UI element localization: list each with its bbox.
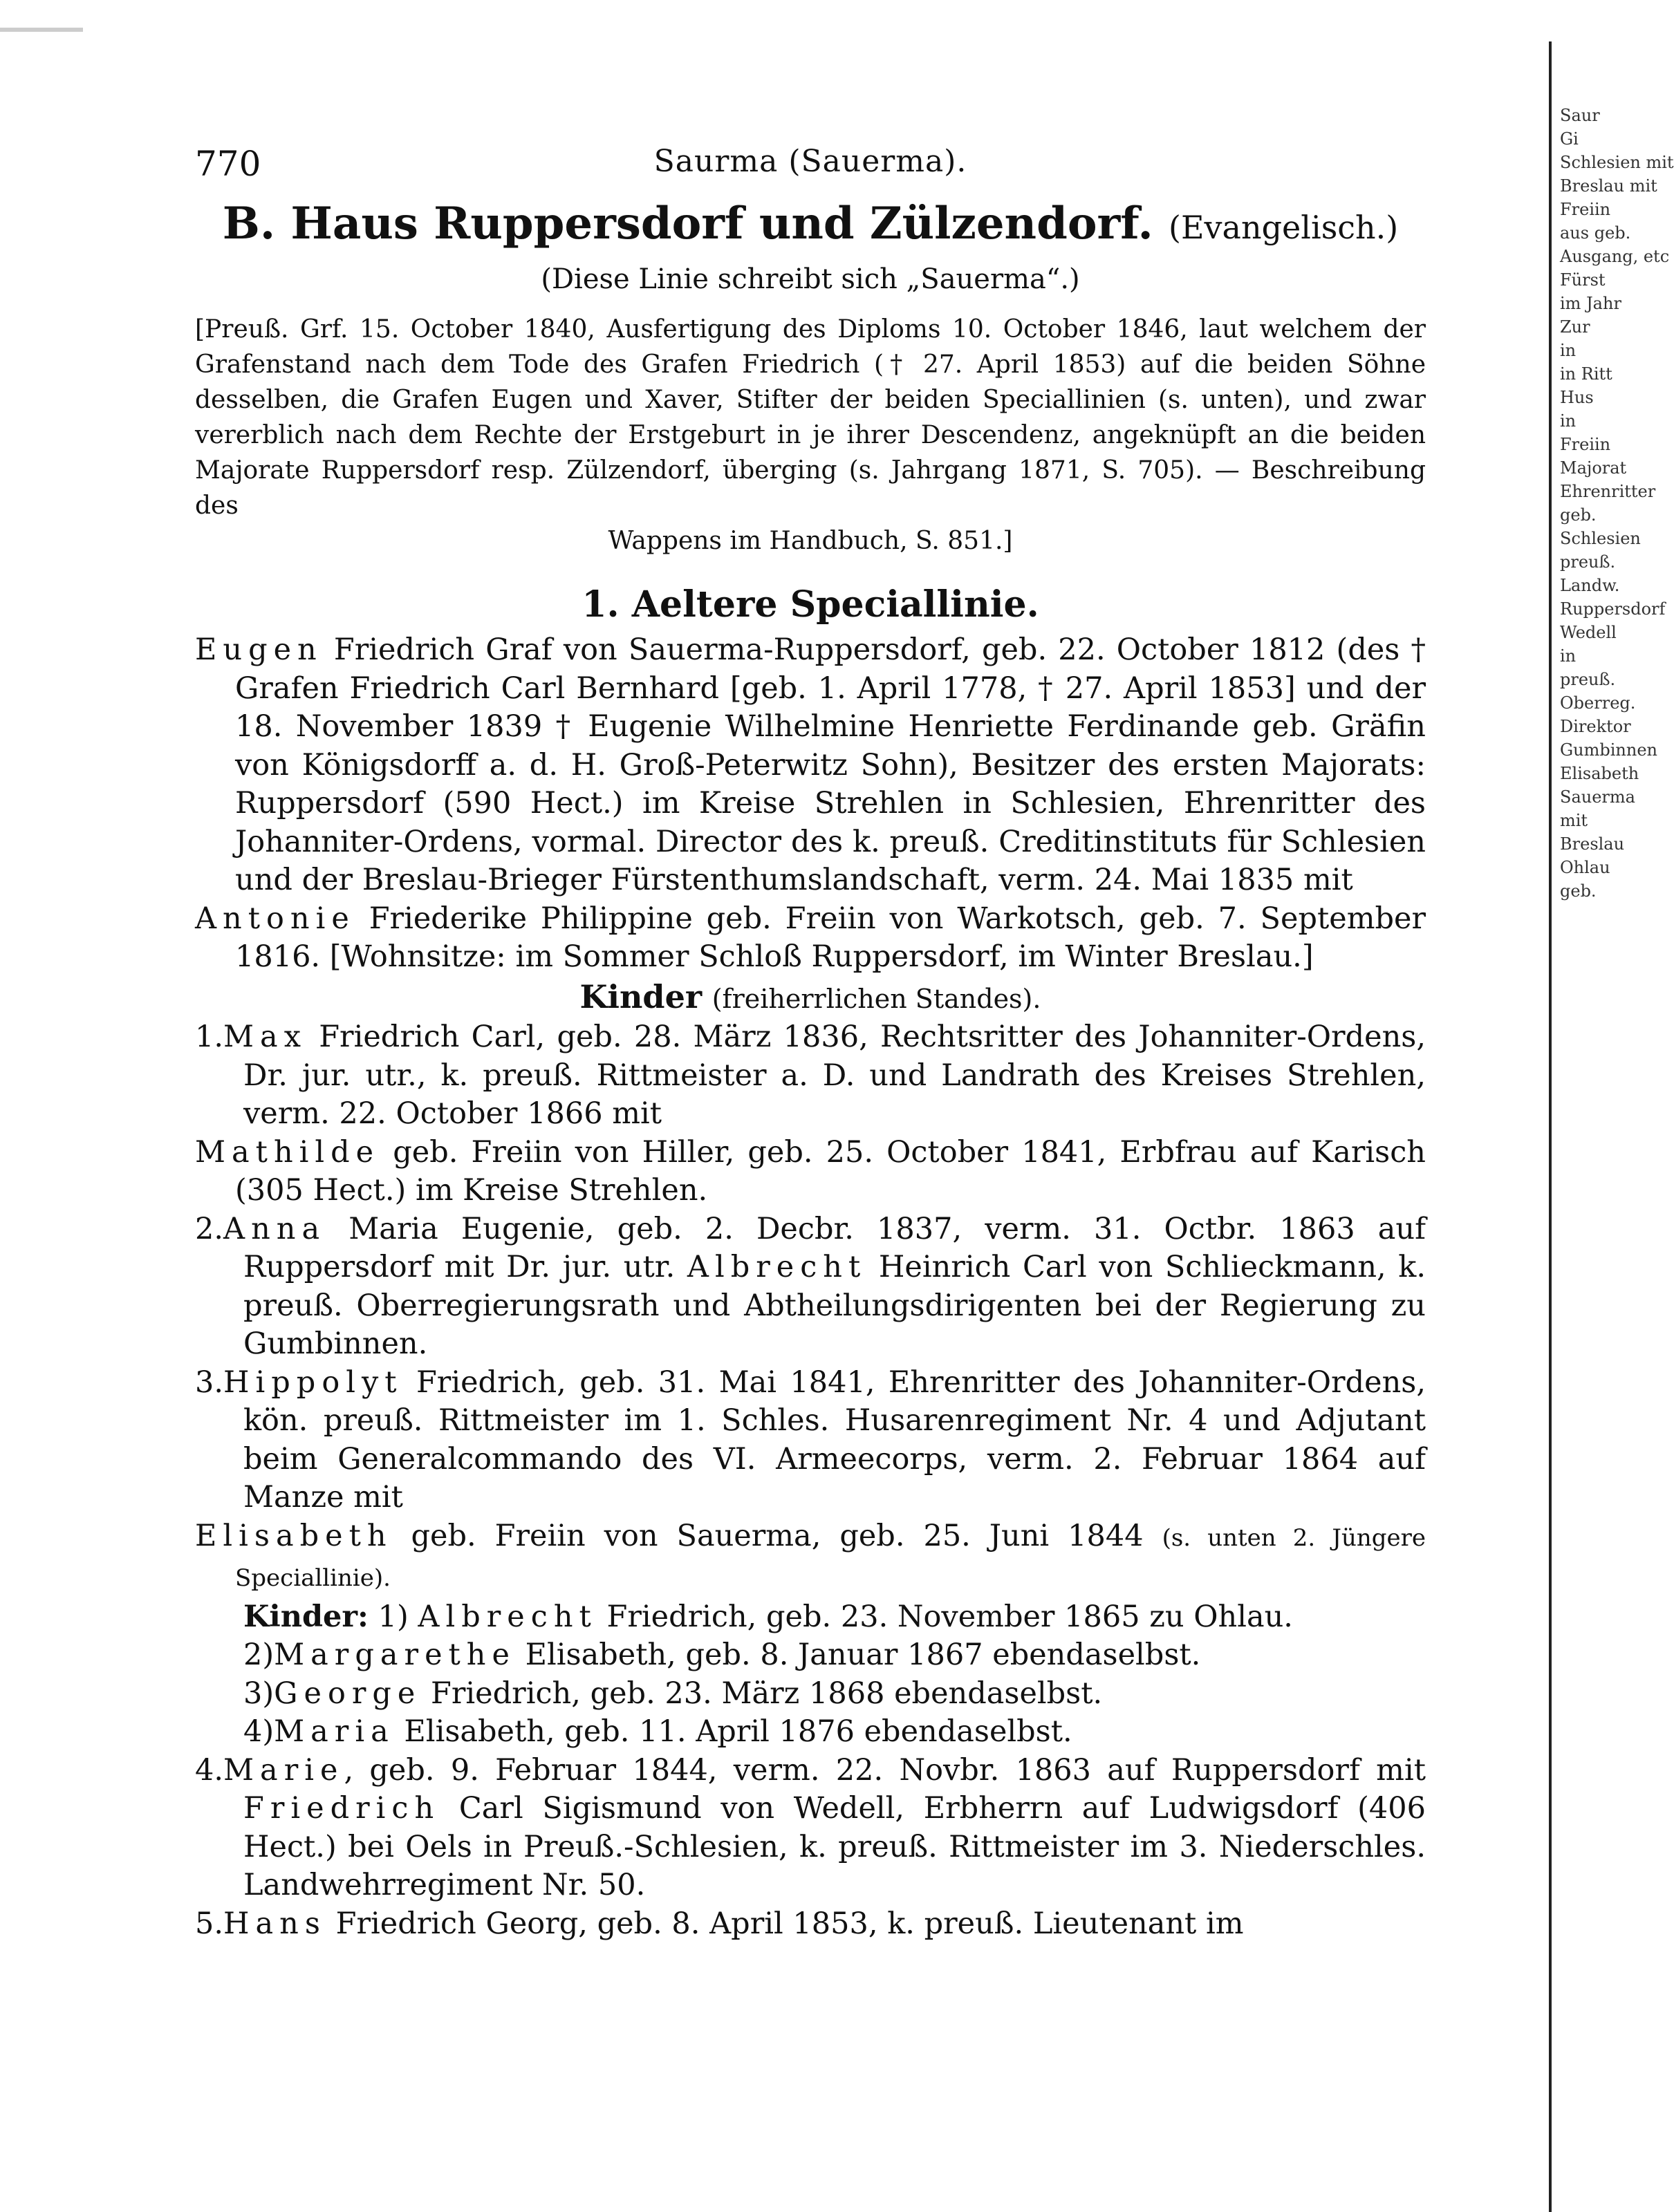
grandchild-entry [243,1675,1426,1714]
children-heading-label: Kinder [579,977,703,1015]
gutter-rule [1549,41,1552,2212]
spouse-text: Friederike Philippine geb. Freiin von Warkotsch, geb. 7. September 1816. [Wohnsitze: im Sommer Schloß Ruppersdorf, im Winter Breslau.] [235,901,1426,974]
margin-fragment: Ehrenritter [1560,482,1656,501]
line-note: (Diese Linie schreibt sich „Sauerma“.) [541,263,1080,295]
grandchildren-label: Kinder: [243,1599,369,1634]
margin-fragment: Zur [1560,317,1590,337]
grandchild-text: Elisabeth, geb. 8. Januar 1867 ebendaselbst. [525,1638,1201,1672]
child-name: Hans [223,1906,326,1941]
child-husband-name: Albrecht [687,1250,867,1284]
margin-fragment: preuß. [1560,670,1616,689]
margin-fragment: Schlesien mit [1560,153,1674,172]
margin-fragment: Direktor [1560,717,1631,736]
page-number: 770 [195,144,261,184]
grandchild-number: 3) [243,1676,275,1711]
genealogy-body [195,631,1426,1943]
house-title [195,198,1426,250]
child-name: Marie [223,1752,344,1788]
child-spouse-entry [195,1134,1426,1210]
child-text: Friedrich Carl, geb. 28. März 1836, Rechtsritter des Johanniter-Ordens, Dr. jur. utr., k. preuß. Rittmeister a. D. und Landrath des Kreises Strehlen, verm. 22. October 1866 mit [243,1020,1426,1131]
margin-fragment: Hus [1560,388,1594,407]
intro-text: [Preuß. Grf. 15. October 1840, Ausfertigung des Diploms 10. October 1846, laut welchem der Grafenstand nach dem Tode des Grafen Friedrich († 27. April 1853) auf die beiden Söhne desselben, die Grafen Eugen und Xaver, Stifter der beiden Speciallinien (s. unten), und zwar vererblich nach dem Rechte der Erstgeburt in je ihrer Descendenz, angeknüpft an die beiden Majorate Ruppersdorf resp. Zülzendorf, überging (s. Jahrgang 1871, S. 705). — Beschreibung des [195,315,1426,520]
child-text: Maria Eugenie, geb. 2. Decbr. 1837, verm. 31. Octbr. 1863 auf Ruppersdorf mit Dr. jur. utr. [243,1211,1426,1284]
margin-fragment: Majorat [1560,458,1627,478]
margin-fragment: in [1560,411,1577,431]
grandchild-entry [243,1636,1426,1675]
grandchild-name: Margarethe [274,1638,516,1672]
child-number: 2. [195,1211,224,1246]
margin-fragment: Sauerma [1560,787,1635,807]
child-spouse-name: Mathilde [195,1134,380,1170]
margin-fragment: Fürst [1560,270,1606,290]
grandchild-name: Maria [274,1714,395,1749]
margin-fragment: aus geb. [1560,223,1631,243]
grandchild-number: 2) [243,1638,275,1672]
child-name: Max [223,1020,307,1054]
grandchild-name: Albrecht [418,1599,597,1634]
child-spouse-text: geb. Freiin von Hiller, geb. 25. October 1841, Erbfrau auf Karisch (305 Hect.) im Kreise Strehlen. [235,1134,1426,1208]
section-title: 1. Aeltere Speciallinie. [582,583,1039,626]
margin-fragment: Schlesien [1560,529,1641,548]
margin-fragment: in [1560,646,1577,666]
child-husband-name: Friedrich [243,1791,440,1826]
child-spouse-note: (s. unten 2. Jüngere Speciallinie). [235,1524,1426,1592]
head-entry [195,631,1426,900]
grandchild-entry [243,1713,1426,1752]
margin-fragment: Freiin [1560,200,1611,219]
child-name: Hippolyt [223,1365,403,1400]
child-entry [195,1210,1426,1364]
child-spouse-text: geb. Freiin von Sauerma, geb. 25. Juni 1844 [411,1518,1144,1553]
grandchild-text: Friedrich, geb. 23. November 1865 zu Ohlau. [606,1599,1293,1634]
child-text-continued: Carl Sigismund von Wedell, Erbherrn auf Ludwigsdorf (406 Hect.) bei Oels in Preuß.-Schlesien, k. preuß. Rittmeister im 3. Niederschles. Landwehrregiment Nr. 50. [243,1791,1426,1902]
grandchild-text: Friedrich, geb. 23. März 1868 ebendaselbst. [431,1676,1103,1711]
margin-fragment: in [1560,341,1577,360]
child-text: , geb. 9. Februar 1844, verm. 22. Novbr. 1863 auf Ruppersdorf mit [344,1752,1426,1788]
running-title: Saurma (Sauerma). [653,144,967,179]
margin-fragment: im Jahr [1560,294,1621,313]
child-entry [195,1364,1426,1517]
adjacent-page-fragments [1560,104,1674,2108]
child-number: 4. [195,1752,224,1788]
child-entry [195,1018,1426,1134]
intro-paragraph [195,312,1426,559]
spouse-entry [195,900,1426,977]
intro-last-line: Wappens im Handbuch, S. 851.] [608,527,1013,555]
children-heading [195,978,1426,1019]
margin-fragment: Ruppersdorf [1560,599,1666,619]
margin-fragment: Wedell [1560,623,1617,642]
child-number: 5. [195,1906,224,1941]
margin-fragment: Freiin [1560,435,1611,454]
margin-fragment: Gi [1560,129,1579,149]
margin-fragment: geb. [1560,505,1597,525]
grandchild-number: 1) [378,1599,409,1634]
margin-fragment: Elisabeth [1560,764,1639,783]
child-spouse-entry [195,1517,1426,1598]
head-name: Eugen [195,632,323,667]
margin-fragment: Ohlau [1560,858,1610,877]
margin-fragment: Gumbinnen [1560,740,1657,760]
margin-fragment: Oberreg. [1560,693,1636,713]
child-text: Friedrich, geb. 31. Mai 1841, Ehrenritter des Johanniter-Ordens, kön. preuß. Rittmeister im 1. Schles. Husarenregiment Nr. 4 und Adjutant beim Generalcommando des VI. Armeecorps, verm. 2. Februar 1864 auf Manze mit [243,1365,1426,1515]
margin-fragment: in Ritt [1560,364,1612,384]
margin-fragment: Breslau mit [1560,176,1657,196]
grandchild-text: Elisabeth, geb. 11. April 1876 ebendaselbst. [404,1714,1072,1749]
scan-speck [0,28,83,32]
child-text: Friedrich Georg, geb. 8. April 1853, k. preuß. Lieutenant im [335,1906,1244,1941]
grandchild-name: George [274,1676,422,1711]
spouse-name: Antonie [195,901,355,936]
child-entry [195,1905,1426,1944]
page-header [195,138,1426,194]
house-confession: (Evangelisch.) [1169,209,1399,246]
child-number: 1. [195,1020,224,1054]
child-entry [195,1752,1426,1905]
grandchildren-block [195,1598,1426,1752]
children-heading-note: (freiherrlichen Standes). [712,983,1041,1014]
main-column [195,138,1426,1943]
margin-fragment: Landw. [1560,576,1620,595]
head-text: Friedrich Graf von Sauerma-Ruppersdorf, geb. 22. October 1812 (des † Grafen Friedrich Carl Bernhard [geb. 1. April 1778, † 27. April 1853] und der 18. November 1839 † Eugenie Wilhelmine Henriette Ferdinande geb. Gräfin von Königsdorff a. d. H. Groß-Peterwitz Sohn), Besitzer des ersten Majorats: Ruppersdorf (590 Hect.) im Kreise Strehlen in Schlesien, Ehrenritter des Johanniter-Ordens, vormal. Director des k. preuß. Creditinstituts für Schlesien und der Breslau-Brieger Fürstenthumslandschaft, verm. 24. Mai 1835 mit [235,632,1426,897]
house-title-main: B. Haus Ruppersdorf und Zülzendorf. [222,198,1153,250]
child-number: 3. [195,1365,224,1400]
margin-fragment: geb. [1560,881,1597,901]
margin-fragment: preuß. [1560,552,1616,572]
child-name: Anna [223,1211,326,1246]
child-text-continued: Heinrich Carl von Schlieckmann, k. preuß. Oberregierungsrath und Abtheilungsdirigenten bei der Regierung zu Gumbinnen. [243,1250,1426,1361]
grandchild-entry [243,1598,1426,1637]
margin-fragment: Ausgang, etc [1560,247,1670,266]
margin-fragment: mit [1560,811,1588,830]
child-spouse-name: Elisabeth [195,1518,393,1553]
grandchild-number: 4) [243,1714,275,1749]
margin-fragment: Saur [1560,106,1600,125]
margin-fragment: Breslau [1560,834,1625,854]
